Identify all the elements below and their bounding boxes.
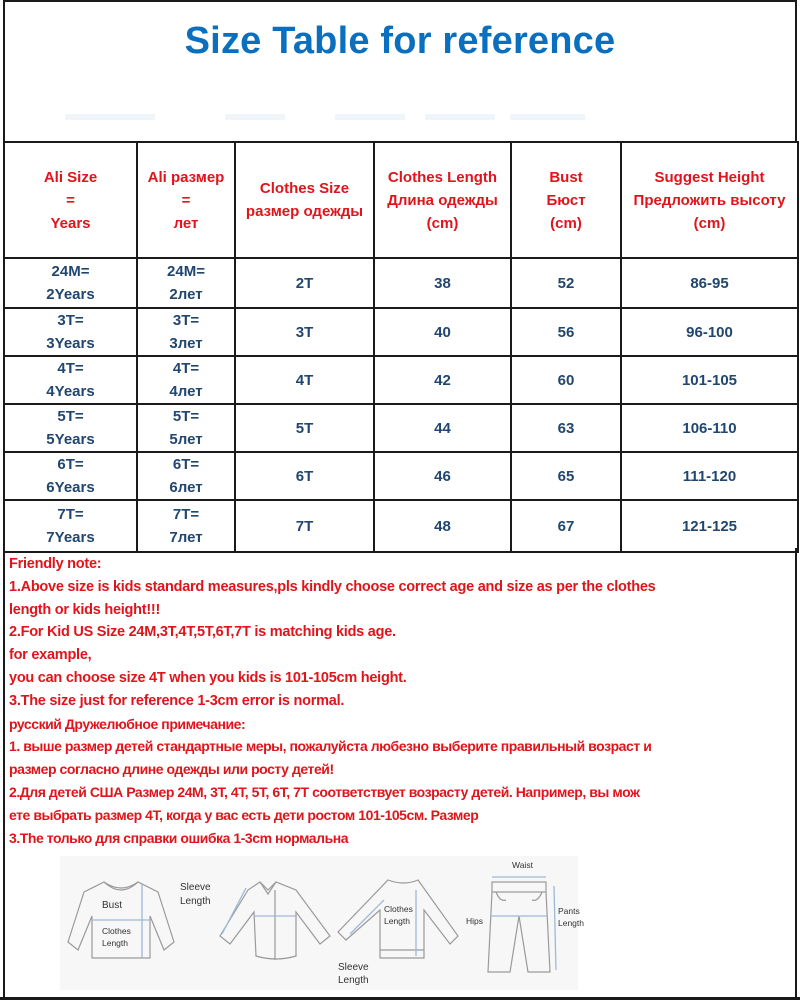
cell-height: 111-120 xyxy=(621,452,798,500)
table-row xyxy=(4,308,798,356)
measurement-diagrams xyxy=(60,856,584,990)
note-line: 3.The size just for reference 1-3cm error is normal. xyxy=(9,692,345,709)
cell-clothes-size: 4T xyxy=(235,356,374,404)
faint-artifact xyxy=(335,114,405,120)
header-line: (cm) xyxy=(693,214,726,232)
cell-ali-ru xyxy=(137,404,235,452)
cell-height: 96-100 xyxy=(621,308,798,356)
shirt-sleeve-label: Sleeve xyxy=(180,882,211,893)
cell-line: 4T= xyxy=(172,360,200,377)
note-line: length or kids height!!! xyxy=(9,601,161,618)
pants-length-label: Length xyxy=(558,918,584,928)
cell-ali-size xyxy=(4,404,137,452)
cell-line: 2Years xyxy=(46,286,95,303)
cell-ali-size xyxy=(4,258,137,308)
tshirt-length-label: Length xyxy=(102,938,128,948)
header-line: (cm) xyxy=(550,214,582,232)
header-line: Длина одежды xyxy=(387,191,498,209)
shirt-diagram-icon xyxy=(218,876,333,971)
note-line: you can choose size 4T when you kids is 101-105cm height. xyxy=(9,669,407,686)
cell-line: 6Years xyxy=(46,479,95,496)
cell-length: 44 xyxy=(374,404,511,452)
pants-waist-label: Waist xyxy=(512,860,533,870)
cell-clothes-size: 6T xyxy=(235,452,374,500)
faint-artifact xyxy=(510,114,585,120)
header-line: размер одежды xyxy=(245,203,364,220)
cell-line: 3лет xyxy=(169,335,203,352)
cell-line: 7T= xyxy=(172,506,200,523)
cell-ali-ru xyxy=(137,258,235,308)
table-row xyxy=(4,404,798,452)
cell-length: 42 xyxy=(374,356,511,404)
note-line: 1.Above size is kids standard measures,pls kindly choose correct age and size as per the clothes xyxy=(9,578,656,595)
header-suggest-height xyxy=(621,142,798,258)
header-line: = xyxy=(181,191,191,209)
faint-artifact xyxy=(65,114,155,120)
cell-height: 101-105 xyxy=(621,356,798,404)
cell-bust: 65 xyxy=(511,452,621,500)
cell-line: 24M= xyxy=(51,263,90,280)
note-heading: Friendly note: xyxy=(9,556,102,572)
cell-line: 6T= xyxy=(57,456,84,473)
cell-line: 5Years xyxy=(46,431,95,448)
cell-line: 7Years xyxy=(46,529,95,546)
raglan-sleeve-length-label: Length xyxy=(338,975,369,986)
header-ali-ru xyxy=(137,142,235,258)
note-line-ru: 1. выше размер детей стандартные меры, пожалуйста любезно выберите правильный возраст и xyxy=(9,738,652,755)
header-line: Ali размер xyxy=(147,168,225,186)
raglan-sleeve-label: Sleeve xyxy=(338,962,369,973)
cell-line: 3Years xyxy=(46,335,95,352)
cell-length: 46 xyxy=(374,452,511,500)
cell-length: 48 xyxy=(374,500,511,552)
header-line: Ali Size xyxy=(43,168,98,186)
tshirt-clothes-label: Clothes xyxy=(102,926,131,936)
cell-ali-size xyxy=(4,500,137,552)
cell-height: 121-125 xyxy=(621,500,798,552)
cell-ali-size xyxy=(4,308,137,356)
cell-height: 106-110 xyxy=(621,404,798,452)
cell-length: 38 xyxy=(374,258,511,308)
size-table xyxy=(3,141,799,553)
tshirt-bust-label: Bust xyxy=(102,900,123,911)
faint-artifact xyxy=(225,114,285,120)
cell-clothes-size: 7T xyxy=(235,500,374,552)
cell-line: 24M= xyxy=(167,263,205,280)
cell-line: 7T= xyxy=(57,506,84,523)
raglan-clothes-label: Clothes xyxy=(384,904,413,914)
note-line-ru: размер согласно длине одежды или росту детей! xyxy=(9,761,334,778)
header-line: Suggest Height xyxy=(654,168,765,186)
cell-bust: 60 xyxy=(511,356,621,404)
cell-ali-size xyxy=(4,356,137,404)
note-line-ru: 2.Для детей США Размер 24M, 3T, 4T, 5T, 6T, 7T соответствует возрасту детей. Например, вы мож xyxy=(9,783,640,800)
cell-line: 3T= xyxy=(57,312,84,329)
cell-line: 5T= xyxy=(57,408,84,425)
cell-line: 4Years xyxy=(46,383,95,400)
cell-clothes-size: 2T xyxy=(235,258,374,308)
cell-clothes-size: 3T xyxy=(235,308,374,356)
table-row xyxy=(4,258,798,308)
header-line: Clothes Length xyxy=(387,168,498,186)
note-heading-ru: русский Дружелюбное примечание: xyxy=(9,715,246,732)
table-row xyxy=(4,452,798,500)
header-clothes-length xyxy=(374,142,511,258)
pants-pants-label: Pants xyxy=(558,906,580,916)
cell-clothes-size: 5T xyxy=(235,404,374,452)
note-line-ru: 3.The только для справки ошибка 1-3cm нормальна xyxy=(9,829,349,846)
header-ali-size xyxy=(4,142,137,258)
cell-line: 4лет xyxy=(169,383,203,400)
header-line: Years xyxy=(50,214,91,232)
title-box xyxy=(3,0,797,143)
cell-line: 5лет xyxy=(169,431,203,448)
faint-artifact xyxy=(425,114,495,120)
cell-ali-ru xyxy=(137,452,235,500)
shirt-length-label: Length xyxy=(180,896,211,907)
header-line: Бюст xyxy=(546,191,586,209)
cell-ali-ru xyxy=(137,356,235,404)
note-line-ru: ете выбрать размер 4T, когда у вас есть дети ростом 101-105см. Размер xyxy=(9,806,479,823)
cell-line: 6T= xyxy=(172,456,200,473)
raglan-length-label: Length xyxy=(384,916,410,926)
cell-ali-ru xyxy=(137,500,235,552)
cell-ali-ru xyxy=(137,308,235,356)
header-line: = xyxy=(66,191,75,209)
header-bust xyxy=(511,142,621,258)
header-line: Предложить высоту xyxy=(633,191,786,209)
cell-line: 4T= xyxy=(57,360,84,377)
page-title: Size Table for reference xyxy=(184,20,616,62)
cell-height: 86-95 xyxy=(621,258,798,308)
header-row xyxy=(4,142,798,258)
cell-bust: 63 xyxy=(511,404,621,452)
header-clothes-size xyxy=(235,142,374,258)
cell-line: 6лет xyxy=(169,479,203,496)
cell-length: 40 xyxy=(374,308,511,356)
cell-line: 7лет xyxy=(169,529,203,546)
header-line: Bust xyxy=(549,168,583,186)
table-row xyxy=(4,500,798,552)
pants-hips-label: Hips xyxy=(466,916,484,926)
cell-line: 3T= xyxy=(172,312,200,329)
header-line: Clothes Size xyxy=(259,180,350,197)
cell-bust: 56 xyxy=(511,308,621,356)
header-line: (cm) xyxy=(426,214,459,232)
cell-bust: 52 xyxy=(511,258,621,308)
table-row xyxy=(4,356,798,404)
cell-ali-size xyxy=(4,452,137,500)
cell-bust: 67 xyxy=(511,500,621,552)
header-line: лет xyxy=(173,214,199,232)
note-line: 2.For Kid US Size 24M,3T,4T,5T,6T,7T is matching kids age. xyxy=(9,624,396,641)
note-line: for example, xyxy=(9,647,92,664)
tshirt-diagram-icon xyxy=(66,874,176,969)
cell-line: 2лет xyxy=(169,286,203,303)
cell-line: 5T= xyxy=(172,408,200,425)
